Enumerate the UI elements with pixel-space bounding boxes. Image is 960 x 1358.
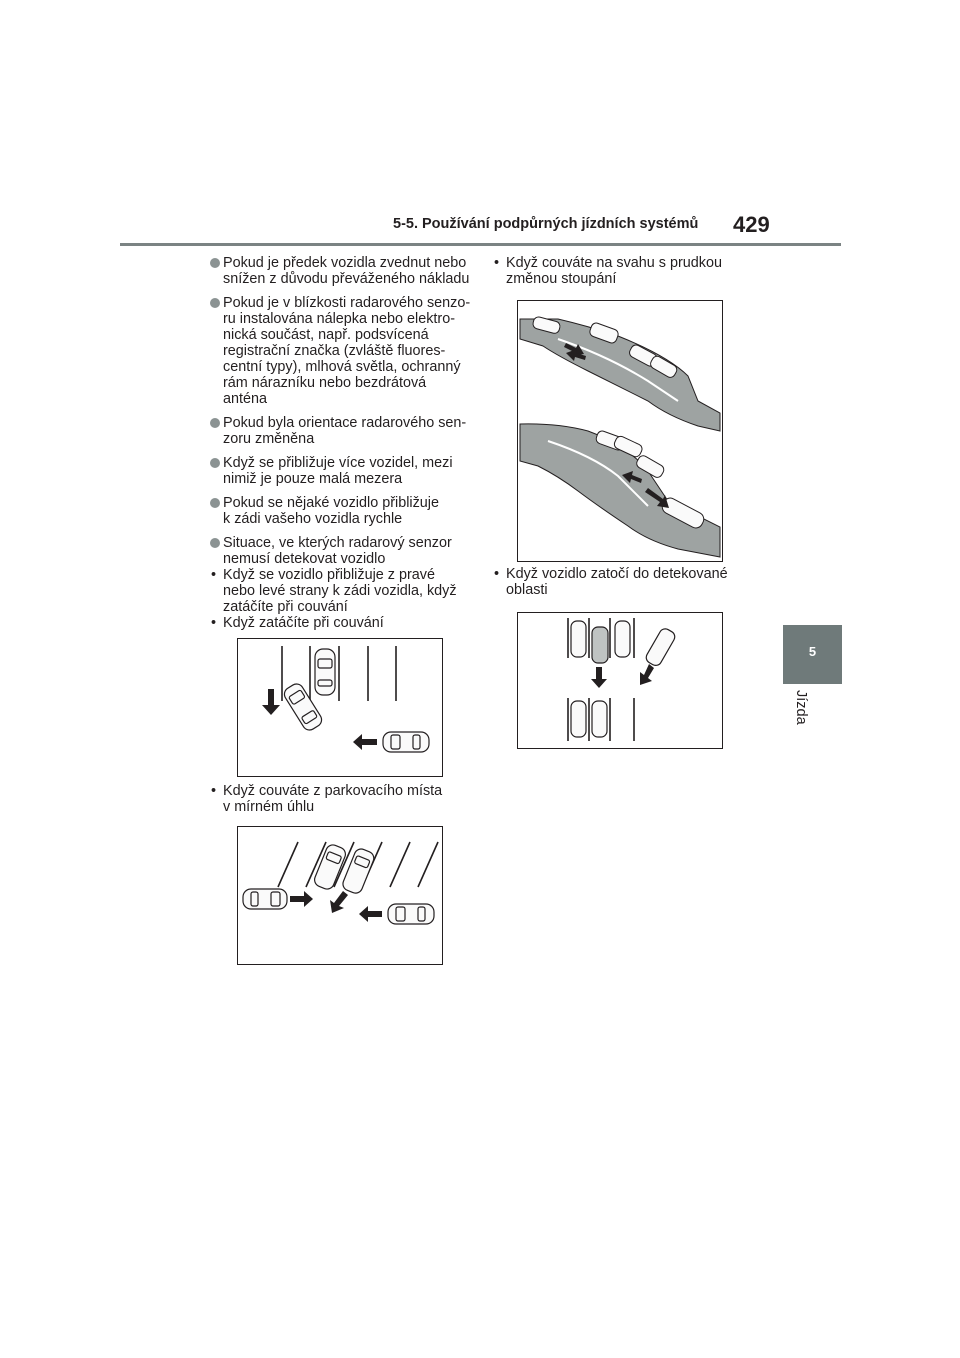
- left-column: [210, 255, 472, 631]
- chapter-number: 5: [808, 644, 817, 659]
- section-title: 5-5. Používání podpůrných jízdních systémů: [393, 216, 699, 232]
- chapter-tab: [783, 625, 842, 684]
- list-item: Pokud byla orientace radarového sen- zoru změněna: [210, 415, 472, 447]
- parking-turn-illustration-icon: [237, 638, 443, 777]
- sub-list-item: • Když vozidlo zatočí do detekované oblasti: [493, 566, 733, 598]
- list-item: Když se přibližuje více vozidel, mezi nimiž je pouze malá mezera: [210, 455, 472, 487]
- sub-list-item: • Když zatáčíte při couvání: [210, 615, 472, 631]
- page-number: 429: [733, 212, 770, 237]
- sub-list-item: • Když couváte na svahu s prudkou změnou stoupání: [493, 255, 733, 287]
- right-column-lower: [493, 566, 733, 598]
- list-item: Pokud je v blízkosti radarového senzo- ru instalována nálepka nebo elektro- nická součást, např. podsvícená registrační značka (zvláště fluores- centní typy), mlhová světla, ochranný rám nárazníku nebo bezdrátová anténa: [210, 295, 472, 407]
- chapter-label: Jízda: [793, 690, 809, 725]
- sub-list-item: • Když se vozidlo přibližuje z pravé nebo levé strany k zádi vozidla, když zatáčíte při couvání: [210, 567, 472, 615]
- left-column-lower: [210, 783, 472, 815]
- list-item: Pokud se nějaké vozidlo přibližuje k zádi vašeho vozidla rychle: [210, 495, 472, 527]
- angled-parking-illustration-icon: [237, 826, 443, 965]
- vehicle-turning-illustration-icon: [517, 612, 723, 749]
- slope-reversing-illustration-icon: [517, 300, 723, 562]
- right-column: [493, 255, 733, 287]
- list-item: Pokud je předek vozidla zvednut nebo snížen z důvodu převáženého nákladu: [210, 255, 472, 287]
- header-rule: [120, 243, 841, 246]
- list-item: Situace, ve kterých radarový senzor nemusí detekovat vozidlo: [210, 535, 472, 567]
- sub-list-item: • Když couváte z parkovacího místa v mírném úhlu: [210, 783, 472, 815]
